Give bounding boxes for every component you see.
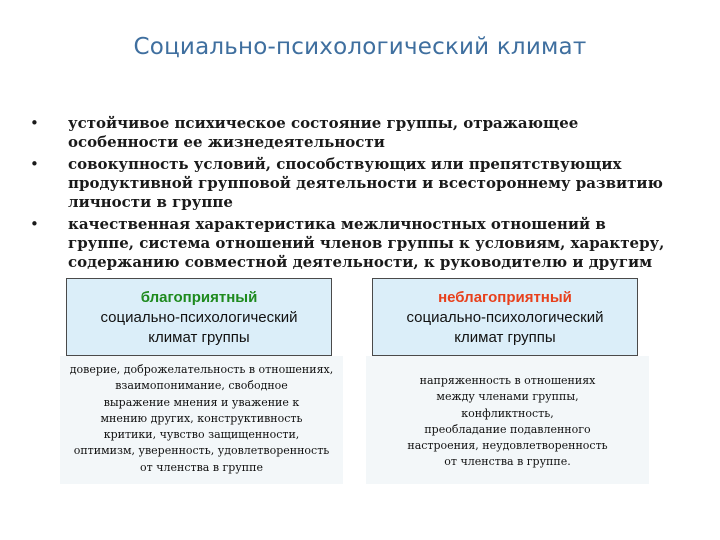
unfavorable-desc-line: конфликтность, xyxy=(461,406,554,420)
favorable-desc-line: оптимизм, уверенность, удовлетворенность xyxy=(73,444,330,458)
definition-line: особенности ее жизнедеятельности xyxy=(68,133,385,151)
definition-line: содержанию совместной деятельности, к руководителю и другим xyxy=(68,253,653,271)
unfavorable-desc-line: от членства в группе. xyxy=(444,455,571,469)
favorable-desc-line: взаимопонимание, свободное xyxy=(115,379,288,393)
slide-title: Социально-психологический климат xyxy=(133,34,587,60)
definition-item-3 xyxy=(30,215,690,272)
favorable-box-line: социально-психологический xyxy=(100,309,298,326)
definition-item-1 xyxy=(30,114,690,152)
bullet-icon: • xyxy=(30,215,39,233)
bullet-icon: • xyxy=(30,114,39,132)
definition-line: устойчивое психическое состояние группы, отражающее xyxy=(68,114,579,132)
favorable-desc-line: доверие, доброжелательность в отношениях, xyxy=(69,363,334,376)
definition-list xyxy=(30,114,690,272)
unfavorable-climate-box xyxy=(372,278,638,356)
favorable-keyword: благоприятный xyxy=(140,289,258,306)
definition-line: совокупность условий, способствующих или препятствующих xyxy=(68,155,622,173)
definition-line: группе, система отношений членов группы к условиям, характеру, xyxy=(68,234,665,252)
favorable-desc-line: выражение мнения и уважение к xyxy=(103,395,300,409)
definition-line: качественная характеристика межличностных отношений в xyxy=(68,215,606,233)
favorable-desc-line: мнению других, конструктивность xyxy=(100,411,303,425)
unfavorable-desc-line: между членами группы, xyxy=(436,390,579,404)
definition-line: продуктивной групповой деятельности и всестороннему развитию xyxy=(68,174,663,192)
favorable-description xyxy=(60,356,343,484)
favorable-desc-line: от членства в группе xyxy=(140,460,263,474)
unfavorable-keyword: неблагоприятный xyxy=(438,289,572,306)
unfavorable-desc-line: преобладание подавленного xyxy=(424,422,591,436)
unfavorable-description xyxy=(366,356,649,484)
favorable-climate-box xyxy=(66,278,332,356)
unfavorable-desc-line: настроения, неудовлетворенность xyxy=(407,439,608,453)
unfavorable-box-line: социально-психологический xyxy=(406,309,604,326)
definition-item-2 xyxy=(30,155,690,212)
definition-line: личности в группе xyxy=(68,193,233,211)
unfavorable-box-line: климат группы xyxy=(454,329,556,346)
favorable-desc-line: критики, чувство защищенности, xyxy=(103,428,300,442)
unfavorable-desc-line: напряженность в отношениях xyxy=(419,374,596,387)
bullet-icon: • xyxy=(30,155,39,173)
favorable-box-line: климат группы xyxy=(148,329,250,346)
